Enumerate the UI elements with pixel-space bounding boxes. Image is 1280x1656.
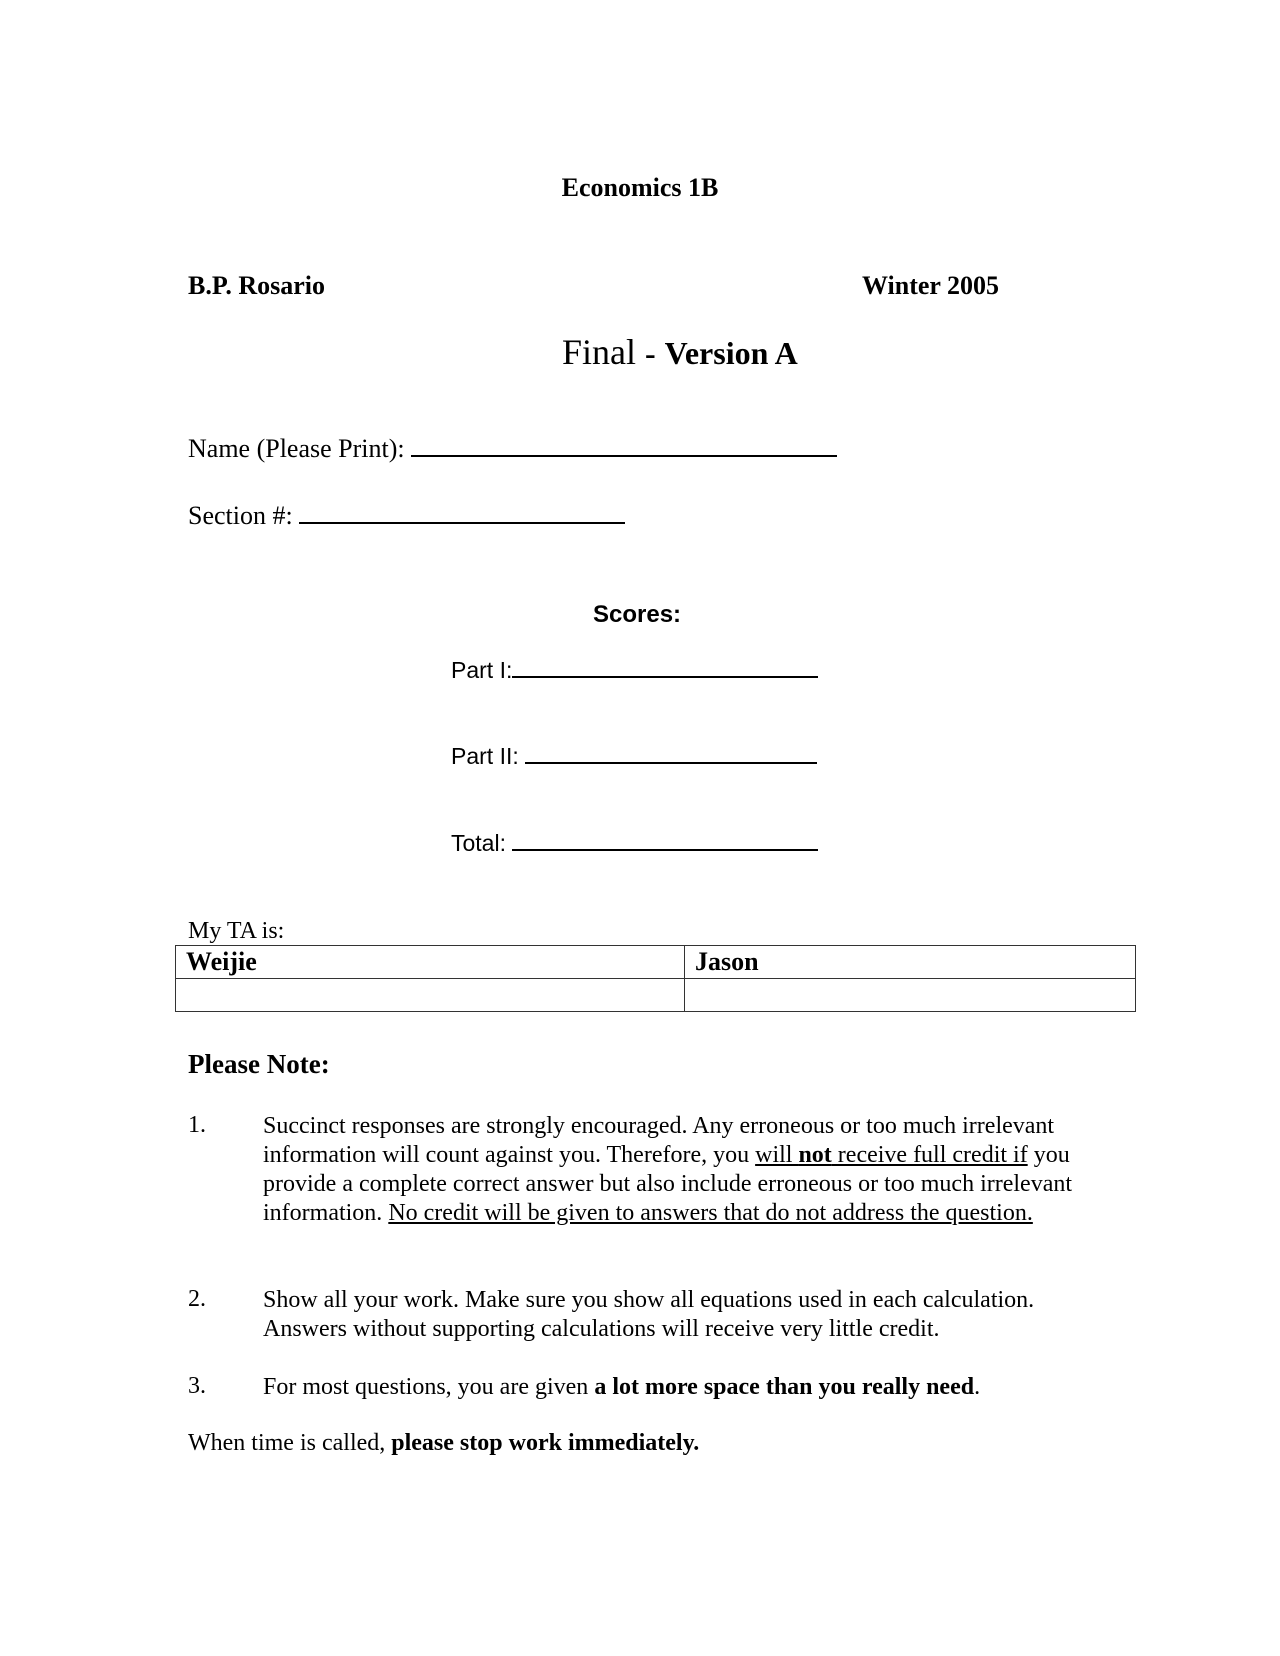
note-3-part1: For most questions, you are given bbox=[263, 1374, 595, 1400]
ta-name-row bbox=[176, 946, 1136, 979]
term: Winter 2005 bbox=[862, 271, 999, 300]
part1-label: Part I: bbox=[451, 657, 513, 683]
exam-title bbox=[562, 331, 798, 373]
total-score-row bbox=[451, 829, 818, 857]
note-1-part2: you provide a complete correct answer but also include erroneous or too much irrelevant information. bbox=[263, 1142, 1073, 1226]
ta-option-weijie: Weijie bbox=[176, 946, 685, 979]
note-1-underline-c: No credit will be given to answers that do not address the question. bbox=[388, 1200, 1033, 1226]
closing-bold: please stop work immediately. bbox=[391, 1430, 700, 1456]
note-1-part1: Succinct responses are strongly encouraged. Any erroneous or too much irrelevant information will count against you. Therefore, you bbox=[263, 1113, 1055, 1168]
scores-heading: Scores: bbox=[593, 601, 682, 628]
notes-heading: Please Note: bbox=[188, 1049, 330, 1079]
section-label: Section #: bbox=[188, 501, 293, 530]
ta-check-jason[interactable] bbox=[685, 979, 1136, 1012]
part2-score-row bbox=[451, 742, 817, 770]
total-label: Total: bbox=[451, 830, 506, 856]
note-2-text: Show all your work. Make sure you show all equations used in each calculation. Answers without supporting calculations will receive very little credit. bbox=[263, 1287, 1035, 1342]
closing-instruction bbox=[188, 1430, 699, 1457]
ta-option-jason: Jason bbox=[685, 946, 1136, 979]
ta-table bbox=[175, 945, 1136, 1012]
note-1-underline-b: receive full credit if bbox=[831, 1142, 1028, 1168]
ta-check-weijie[interactable] bbox=[176, 979, 685, 1012]
note-2-number: 2. bbox=[188, 1286, 206, 1312]
part1-blank[interactable] bbox=[512, 656, 818, 678]
note-3-end: . bbox=[974, 1374, 981, 1400]
note-3-number: 3. bbox=[188, 1373, 206, 1399]
exam-title-main: Final bbox=[562, 332, 637, 372]
note-1-bold-not: not bbox=[798, 1142, 832, 1168]
total-blank[interactable] bbox=[512, 829, 818, 851]
name-field-row bbox=[188, 434, 837, 464]
note-1-text bbox=[263, 1112, 1093, 1228]
note-1-number: 1. bbox=[188, 1112, 206, 1138]
note-3-text bbox=[263, 1373, 1093, 1402]
course-title: Economics 1B bbox=[561, 173, 719, 202]
section-field-row bbox=[188, 501, 625, 531]
name-label: Name (Please Print): bbox=[188, 434, 405, 463]
name-blank[interactable] bbox=[411, 435, 837, 457]
ta-caption: My TA is: bbox=[188, 918, 285, 944]
part1-score-row bbox=[451, 656, 818, 684]
section-blank[interactable] bbox=[299, 502, 625, 524]
part2-blank[interactable] bbox=[525, 742, 817, 764]
part2-label: Part II: bbox=[451, 743, 519, 769]
exam-version: Version A bbox=[664, 335, 798, 371]
note-1-underline-a: will bbox=[755, 1142, 799, 1168]
exam-title-dash: - bbox=[645, 335, 656, 371]
ta-check-row bbox=[176, 979, 1136, 1012]
closing-text: When time is called, bbox=[188, 1430, 392, 1456]
instructor-name: B.P. Rosario bbox=[188, 271, 325, 300]
note-3-bold: a lot more space than you really need bbox=[594, 1374, 975, 1400]
